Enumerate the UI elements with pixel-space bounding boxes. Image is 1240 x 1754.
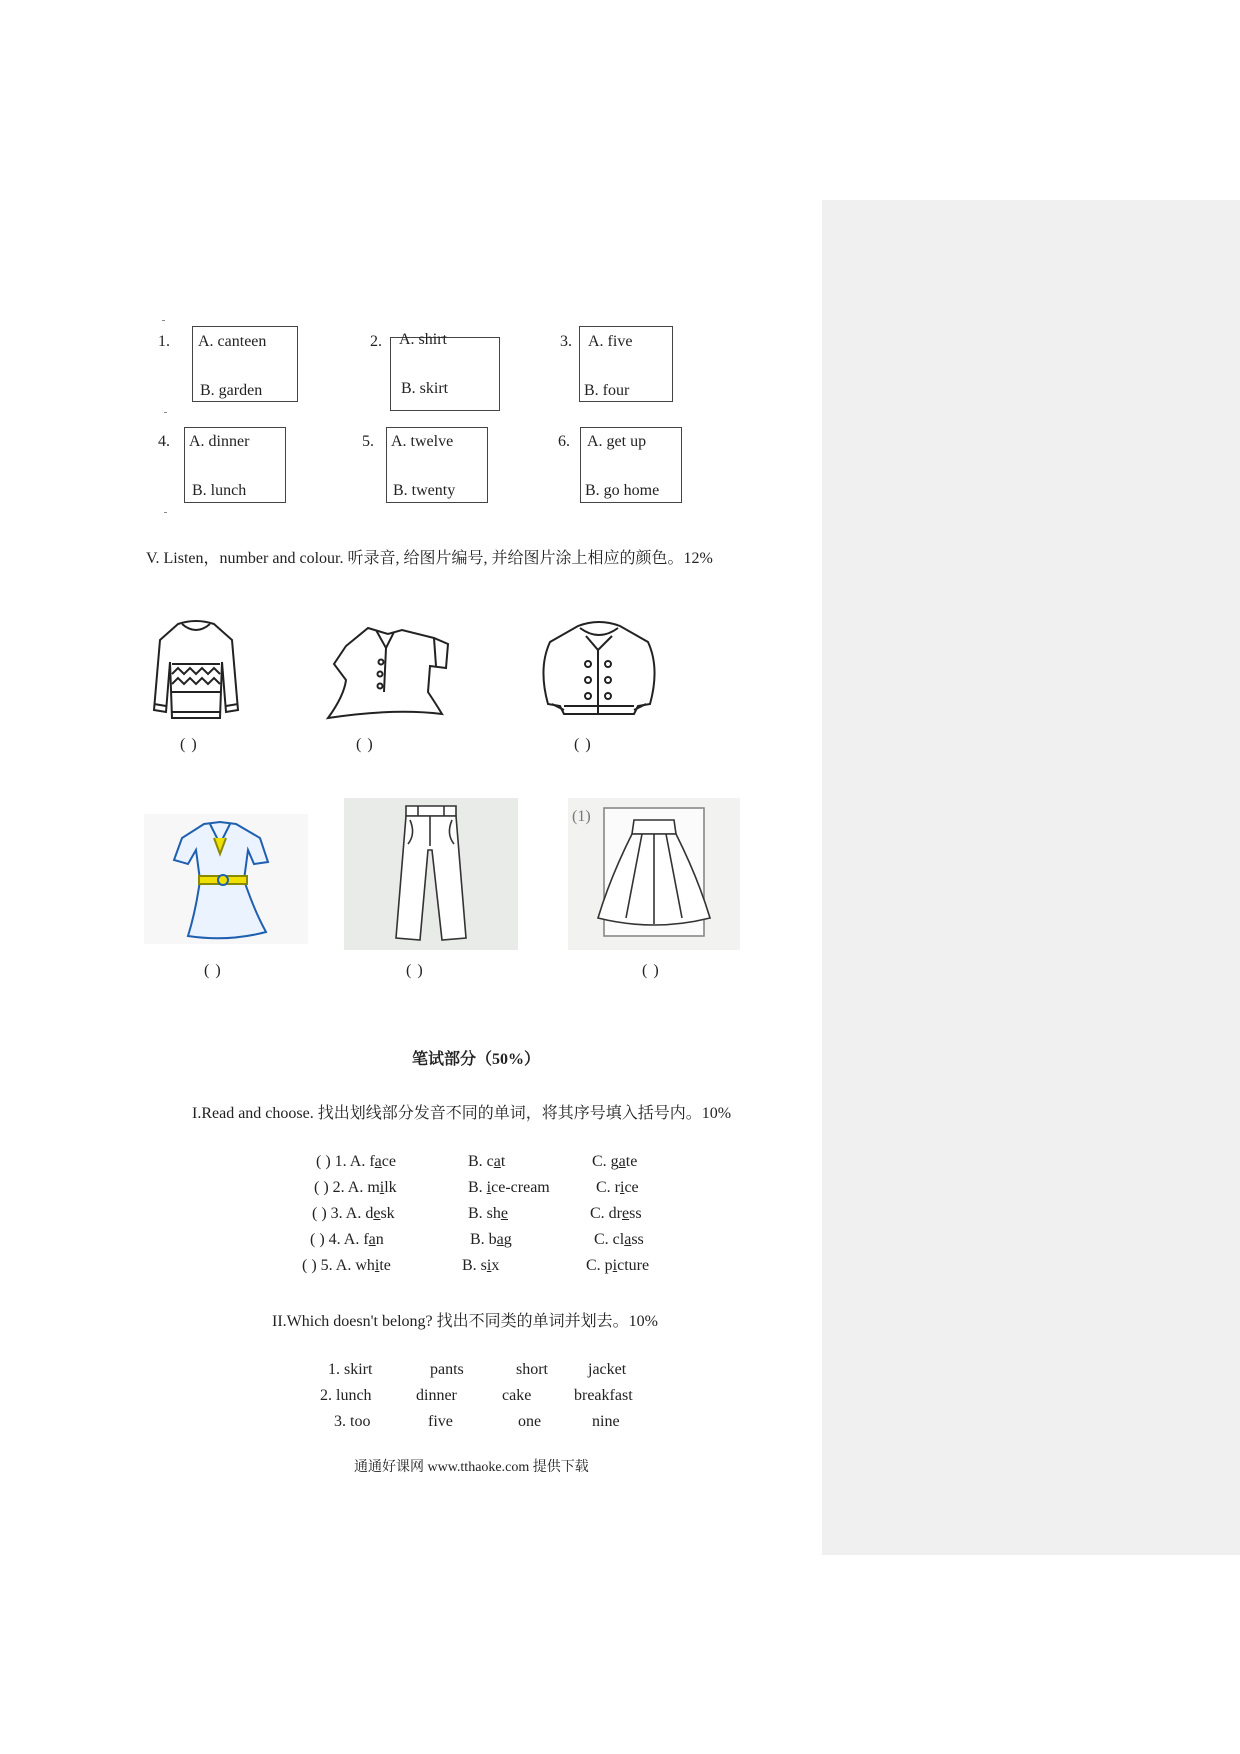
jacket-icon [538, 620, 660, 724]
pants-icon [344, 798, 518, 950]
option-a: A. dinner [189, 433, 250, 450]
question-row [316, 1153, 396, 1171]
option-a: A. white [335, 1257, 391, 1274]
option-c: C. dress [590, 1205, 642, 1222]
option-a: A. face [349, 1153, 396, 1170]
option-b: B. ice-cream [468, 1179, 550, 1196]
choice-box [579, 326, 673, 402]
word-item[interactable]: 2. lunch [320, 1387, 372, 1404]
question-row [310, 1231, 384, 1249]
option-b: B. cat [468, 1153, 506, 1170]
word-item[interactable]: cake [502, 1387, 532, 1404]
question-number: 5. [320, 1257, 333, 1274]
question-number: 3. [330, 1205, 343, 1222]
option-b: B. she [468, 1205, 509, 1222]
word-item[interactable]: 1. skirt [328, 1361, 373, 1378]
part-1-heading: I.Read and choose. 找出划线部分发音不同的单词，将其序号填入括号内。10% [192, 1105, 732, 1122]
question-row [302, 1257, 391, 1275]
choice-number: 6. [558, 433, 570, 450]
word-item[interactable]: five [428, 1413, 453, 1430]
choice-box [184, 427, 286, 503]
option-c: C. rice [596, 1179, 639, 1196]
answer-blank[interactable]: ( ) [356, 736, 374, 753]
choice-number: 2. [370, 333, 382, 350]
option-b: B. lunch [192, 482, 247, 499]
choice-box [390, 331, 500, 411]
choice-box [386, 427, 488, 503]
part-2-heading: II.Which doesn't belong? 找出不同类的单词并划去。10% [272, 1313, 658, 1330]
stray-mark [162, 320, 165, 321]
footer-credit: 通通好课网 www.tthaoke.com 提供下载 [354, 1460, 589, 1475]
option-a: A. milk [347, 1179, 397, 1196]
option-a: A. canteen [198, 333, 267, 350]
option-a: A. shirt [399, 331, 447, 348]
question-number: 1. [334, 1153, 347, 1170]
word-item[interactable]: dinner [416, 1387, 457, 1404]
sweater-icon [148, 618, 244, 730]
section-v-heading: V. Listen，number and colour. 听录音, 给图片编号, 并给图片涂上相应的颜色。12% [146, 550, 713, 567]
word-item[interactable]: one [518, 1413, 542, 1430]
option-c: C. picture [586, 1257, 650, 1274]
shirt-icon [324, 622, 454, 722]
answer-blank[interactable]: ( ) [314, 1179, 329, 1196]
picture-label: (1) [572, 808, 591, 825]
choice-box [580, 427, 682, 503]
choice-number: 1. [158, 333, 170, 350]
word-item[interactable]: nine [592, 1413, 620, 1430]
word-item[interactable]: jacket [588, 1361, 627, 1378]
answer-blank[interactable]: ( ) [574, 736, 592, 753]
answer-blank[interactable]: ( ) [406, 962, 424, 979]
choice-number: 5. [362, 433, 374, 450]
question-row [312, 1205, 395, 1223]
option-b: B. skirt [401, 380, 449, 397]
question-row [314, 1179, 397, 1197]
answer-blank[interactable]: ( ) [180, 736, 198, 753]
option-a: A. five [588, 333, 633, 350]
option-b: B. bag [470, 1231, 512, 1248]
choice-box [192, 326, 298, 402]
option-a: A. desk [345, 1205, 395, 1222]
option-c: C. gate [592, 1153, 638, 1170]
skirt-icon [568, 798, 740, 950]
stray-mark [164, 412, 167, 413]
answer-blank[interactable]: ( ) [642, 962, 660, 979]
choice-number: 4. [158, 433, 170, 450]
stray-mark [164, 512, 167, 513]
option-b: B. twenty [393, 482, 456, 499]
answer-blank[interactable]: ( ) [204, 962, 222, 979]
option-b: B. garden [200, 382, 263, 399]
word-item[interactable]: short [516, 1361, 548, 1378]
option-b: B. four [584, 382, 630, 399]
comment-pane [822, 200, 1240, 1555]
question-number: 2. [332, 1179, 345, 1196]
option-a: A. twelve [391, 433, 454, 450]
word-item[interactable]: breakfast [574, 1387, 633, 1404]
option-a: A. fan [343, 1231, 384, 1248]
answer-blank[interactable]: ( ) [316, 1153, 331, 1170]
option-b: B. go home [585, 482, 660, 499]
answer-blank[interactable]: ( ) [312, 1205, 327, 1222]
choice-number: 3. [560, 333, 572, 350]
option-a: A. get up [587, 433, 647, 450]
dress-icon [144, 814, 308, 944]
option-c: C. class [594, 1231, 644, 1248]
option-b: B. six [462, 1257, 500, 1274]
answer-blank[interactable]: ( ) [302, 1257, 317, 1274]
word-item[interactable]: 3. too [334, 1413, 371, 1430]
word-item[interactable]: pants [430, 1361, 464, 1378]
answer-blank[interactable]: ( ) [310, 1231, 325, 1248]
written-part-title: 笔试部分（50%） [412, 1051, 541, 1068]
question-number: 4. [328, 1231, 341, 1248]
